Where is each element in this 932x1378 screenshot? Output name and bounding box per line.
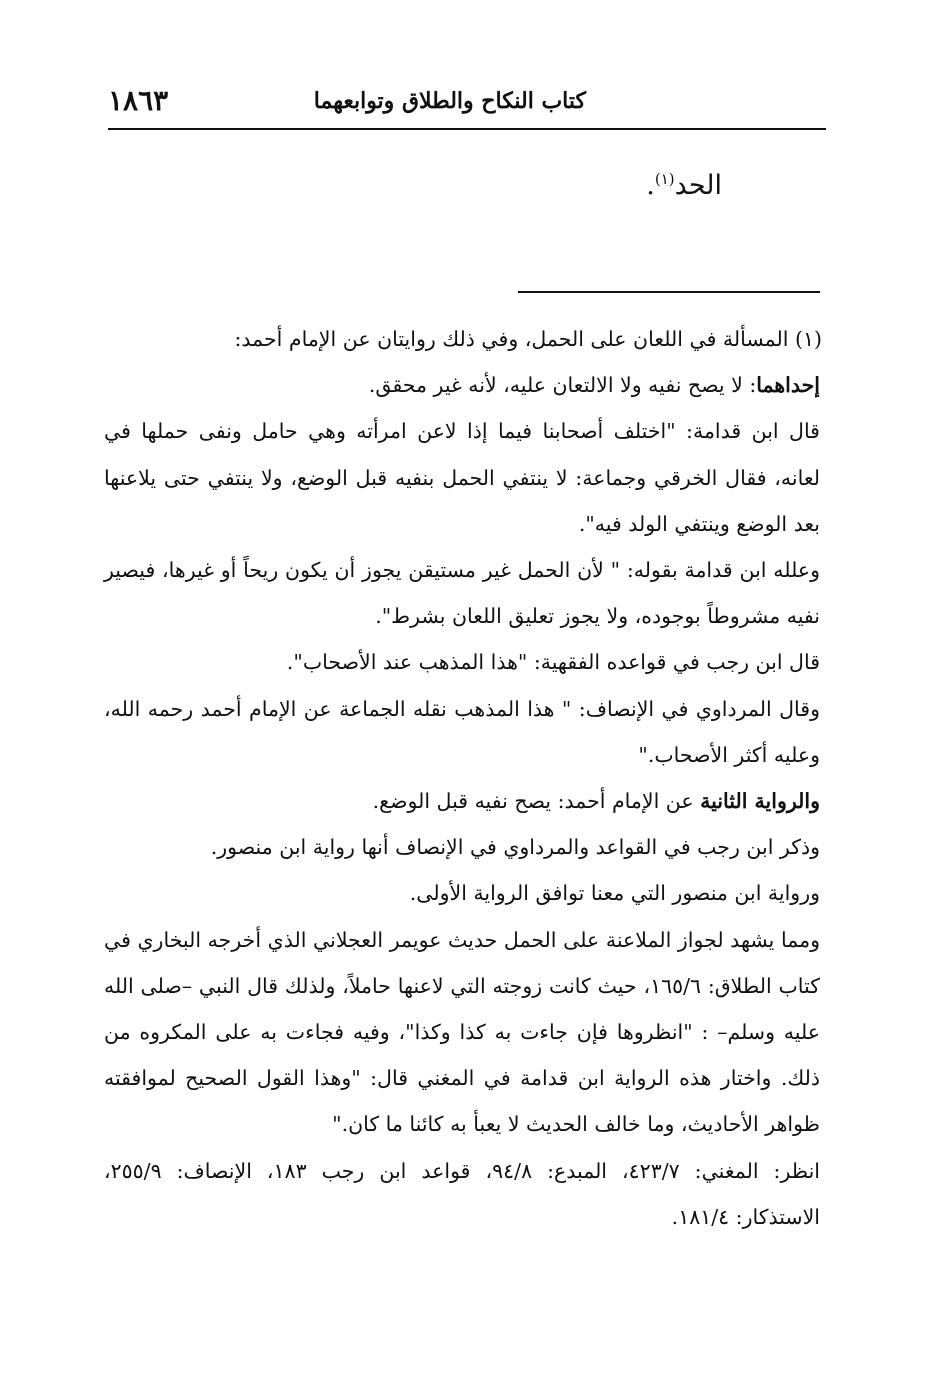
footnote-paragraph: قال ابن رجب في قواعده الفقهية: "هذا المذهب عند الأصحاب".	[286, 650, 820, 675]
footnote-paragraph: ومما يشهد لجواز الملاعنة على الحمل حديث عويمر العجلاني الذي أخرجه البخاري في كتاب الطلاق: ١٦٥/٦، حيث كانت زوجته التي لاعنها حاملاً، ولذلك قال النبي –صلى الله عليه وسلم– : "انظروها فإن جاءت به كذا وكذا"، وفيه فجاءت به على المكروه من ذلك. واختار هذه الرواية ابن قدامة في المغني قال: "وهذا القول الصحيح لموافقته ظواهر الأحاديث، وما خالف الحديث لا يعبأ به كائنا ما كان."	[104, 927, 820, 1137]
header-title: كتاب النكاح والطلاق وتوابعهما	[313, 88, 586, 114]
footnote-paragraph: ورواية ابن منصور التي معنا توافق الرواية الأولى.	[409, 881, 820, 906]
footnote-paragraph: وذكر ابن رجب في القواعد والمرداوي في الإنصاف أنها رواية ابن منصور.	[210, 835, 820, 860]
footnote-paragraph	[104, 362, 820, 408]
header-rule	[108, 128, 826, 130]
footnote-marker: (١)	[794, 327, 822, 351]
main-text-word: الحد	[674, 170, 722, 201]
footnote-paragraph: انظر: المغني: ٤٢٣/٧، المبدع: ٩٤/٨، قواعد ابن رجب ١٨٣، الإنصاف: ٢٥٥/٩، الاستذكار: ١٨١/٤.	[104, 1158, 820, 1229]
footnote-text: عن الإمام أحمد: يصح نفيه قبل الوضع.	[372, 789, 701, 814]
main-text	[646, 170, 722, 201]
footnote-bold-term: والرواية الثانية	[700, 789, 820, 814]
footnote-paragraph: وعلله ابن قدامة بقوله: " لأن الحمل غير مستيقن يجوز أن يكون ريحاً أو غيرها، فيصير نفيه مشروطاً بوجوده، ولا يجوز تعليق اللعان بشرط".	[104, 558, 820, 629]
footnote-text: المسألة في اللعان على الحمل، وفي ذلك روايتان عن الإمام أحمد:	[234, 327, 789, 351]
footnote-ref: (١)	[654, 170, 675, 188]
footnote-bold-term: إحداهما	[756, 373, 820, 398]
footnote-paragraph	[104, 316, 822, 362]
footnote-separator	[518, 291, 820, 293]
running-header	[108, 84, 826, 128]
footnote	[104, 316, 820, 1240]
footnote-paragraph: وقال المرداوي في الإنصاف: " هذا المذهب نقله الجماعة عن الإمام أحمد رحمه الله، وعليه أكثر الأصحاب."	[104, 696, 820, 767]
page-number: ١٨٦٣	[108, 84, 169, 117]
footnote-paragraph	[104, 778, 820, 824]
footnote-paragraph: قال ابن قدامة: "اختلف أصحابنا فيما إذا لاعن امرأته وهي حامل ونفى حملها في لعانه، فقال الخرقي وجماعة: لا ينتفي الحمل بنفيه قبل الوضع، ولا ينتفي حتى يلاعنها بعد الوضع وينتفي الولد فيه".	[104, 419, 820, 536]
footnote-text: : لا يصح نفيه ولا الالتعان عليه، لأنه غير محقق.	[368, 373, 757, 398]
main-text-period: .	[646, 170, 655, 201]
